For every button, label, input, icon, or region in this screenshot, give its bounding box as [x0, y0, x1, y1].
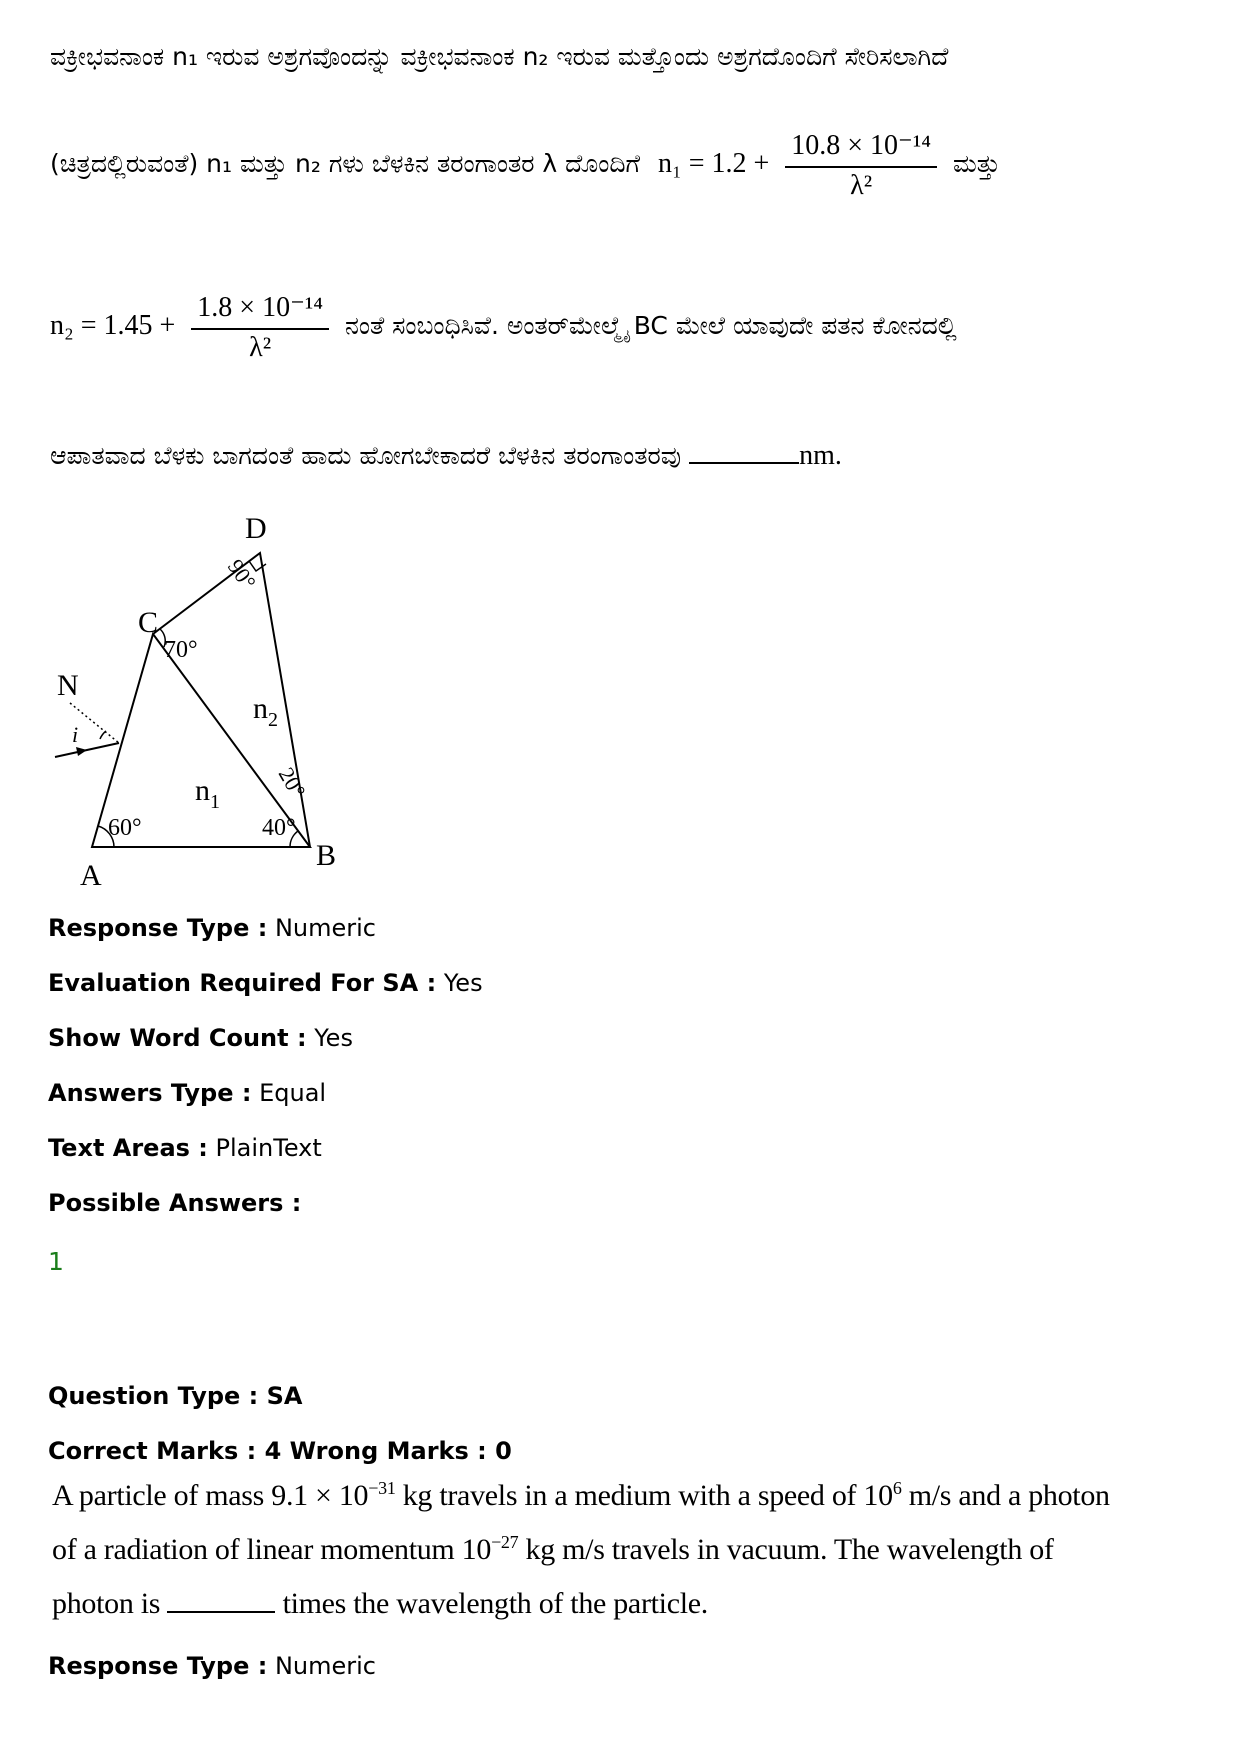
response-type-row [48, 914, 376, 942]
possible-answer-value: 1 [48, 1247, 64, 1276]
q2-line-2 [52, 1532, 1054, 1567]
q2-text: A particle of mass 9.1 × 10 [52, 1479, 369, 1512]
question-text: ನಂತೆ ಸಂಬಂಧಿಸಿವೆ. ಅಂತರ್‌ಮೇಲ್ಮೈ BC ಮೇಲೆ ಯಾವುದೇ ಪತನ ಕೋನದಲ್ಲಿ [344, 311, 957, 340]
possible-answers-row [48, 1189, 301, 1217]
question-line-2 [50, 128, 1000, 202]
word-count-value: Yes [314, 1024, 353, 1052]
question-line-1 [50, 42, 948, 72]
q2-answer-blank [167, 1610, 275, 1613]
equation-n1-fraction [785, 128, 937, 202]
equation-n2-denominator: λ² [249, 332, 272, 363]
text-areas-row [48, 1134, 322, 1162]
q2-text: kg m/s travels in vacuum. The wavelength of [518, 1533, 1054, 1566]
equation-n1-lhs: n₁ = 1.2 + [657, 148, 770, 179]
answers-type-label: Answers Type : [48, 1079, 252, 1107]
label-n1: $n_1$ [195, 774, 220, 813]
word-count-label: Show Word Count : [48, 1024, 307, 1052]
equation-n1-denominator: λ² [850, 170, 873, 201]
answer-blank [689, 461, 799, 464]
label-angle-a: 60° [108, 815, 142, 841]
response-type-label: Response Type : [48, 914, 268, 942]
evaluation-row [48, 969, 483, 997]
label-b: B [316, 839, 337, 872]
prism-n2-outline [153, 553, 310, 847]
prism-diagram [40, 505, 360, 900]
q2-text: of a radiation of linear momentum 10 [52, 1533, 492, 1566]
q2-text: times the wavelength of the particle. [282, 1587, 708, 1620]
q2-response-type-value: Numeric [274, 1652, 376, 1680]
evaluation-value: Yes [443, 969, 483, 997]
equation-n2-numerator: 1.8 × 10⁻¹⁴ [191, 290, 329, 330]
marks-info: Correct Marks : 4 Wrong Marks : 0 [48, 1437, 512, 1465]
word-count-row [48, 1024, 353, 1052]
question-text: (ಚಿತ್ರದಲ್ಲಿರುವಂತೆ) n₁ ಮತ್ತು n₂ ಗಳು ಬೆಳಕಿನ ತರಂಗಾಂತರ λ ದೊಂದಿಗೆ [50, 149, 641, 178]
text-areas-value: PlainText [215, 1134, 322, 1162]
label-c: C [138, 606, 159, 639]
incident-ray-arrowhead [76, 747, 87, 756]
label-a: A [80, 859, 102, 892]
possible-answers-label: Possible Answers : [48, 1189, 302, 1217]
q2-text: m/s and a photon [901, 1479, 1110, 1512]
label-angle-c: 70° [164, 637, 198, 663]
answers-type-value: Equal [259, 1079, 327, 1107]
response-type-value: Numeric [274, 914, 376, 942]
equation-n2-lhs: n₂ = 1.45 + [50, 310, 176, 341]
question-text: ವಕ್ರೀಭವನಾಂಕ n₁ ಇರುವ ಅಶ್ರಗವೊಂದನ್ನು ವಕ್ರೀಭವನಾಂಕ n₂ ಇರುವ ಮತ್ತೊಂದು ಅಶ್ರಗದೊಂದಿಗೆ ಸೇರಿಸಲಾಗಿದೆ [50, 42, 949, 71]
label-d: D [245, 512, 267, 545]
q2-line-3 [52, 1587, 708, 1621]
label-angle-b: 40° [262, 815, 296, 841]
question-type: Question Type : SA [48, 1382, 303, 1410]
question-line-4 [50, 440, 842, 472]
text-areas-label: Text Areas : [48, 1134, 208, 1162]
equation-n2-fraction [191, 290, 329, 364]
answers-type-row [48, 1079, 326, 1107]
q2-response-type-row [48, 1652, 376, 1680]
question-text: ಮತ್ತು [952, 149, 1001, 178]
label-n: N [57, 669, 79, 702]
q2-exponent: 6 [892, 1478, 902, 1498]
q2-text: kg travels in a medium with a speed of 10 [395, 1479, 893, 1512]
label-angle-b2: 20° [273, 763, 311, 803]
q2-response-type-label: Response Type : [48, 1652, 268, 1680]
label-n2: $n_2$ [253, 692, 278, 731]
equation-n1-numerator: 10.8 × 10⁻¹⁴ [785, 128, 937, 168]
question-text: ಆಪಾತವಾದ ಬೆಳಕು ಬಾಗದಂತೆ ಹಾದು ಹೋಗಬೇಕಾದರೆ ಬೆಳಕಿನ ತರಂಗಾಂತರವು [50, 441, 682, 470]
q2-exponent: −27 [491, 1532, 519, 1552]
q2-line-1 [52, 1478, 1110, 1513]
evaluation-label: Evaluation Required For SA : [48, 969, 437, 997]
angle-arc-i [100, 731, 106, 739]
label-angle-d: 90° [222, 554, 262, 595]
q2-exponent: −31 [368, 1478, 396, 1498]
question-line-3 [50, 290, 957, 364]
q2-text: photon is [52, 1587, 161, 1620]
label-i: i [72, 722, 79, 747]
unit-nm: nm. [799, 440, 842, 471]
